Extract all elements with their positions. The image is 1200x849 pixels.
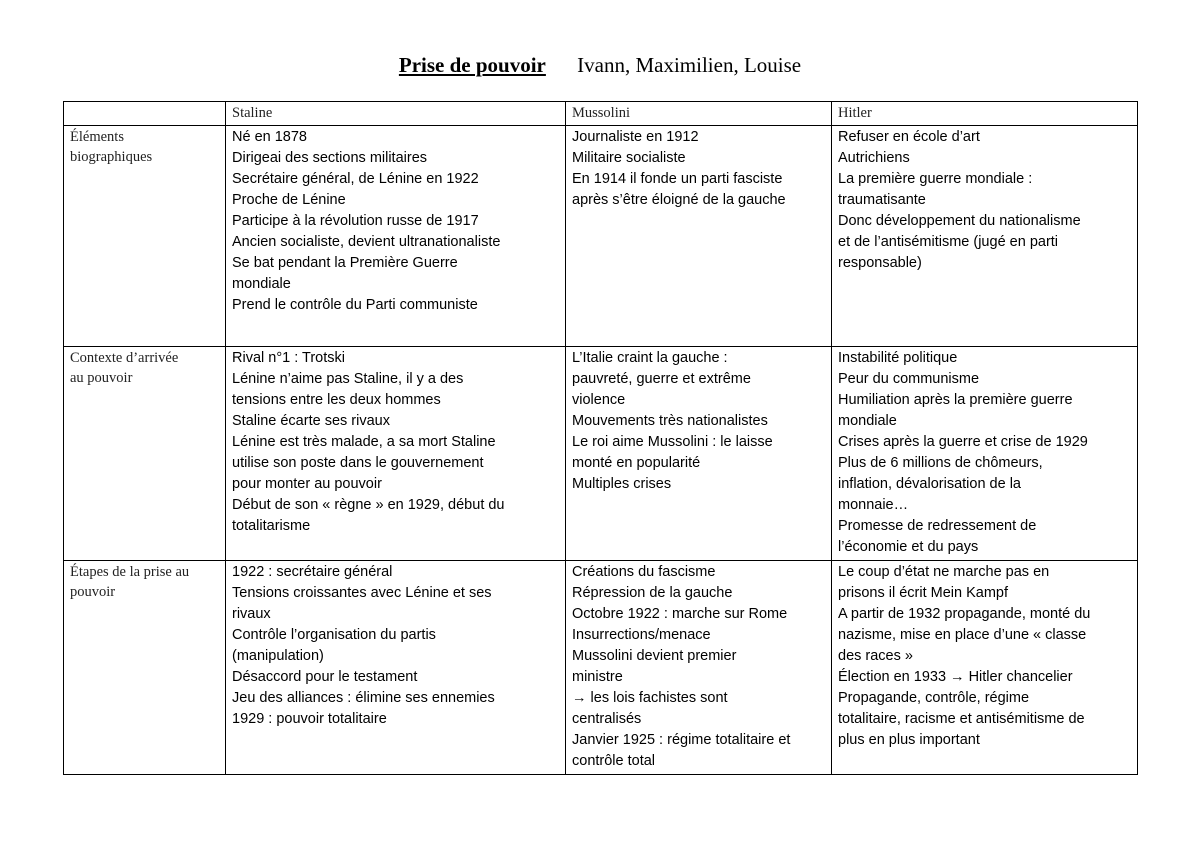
cell-text-line: Lénine est très malade, a sa mort Staline: [232, 434, 496, 450]
cell-text-line: Mouvements très nationalistes: [572, 413, 768, 429]
cell-text-line: Prend le contrôle du Parti communiste: [232, 297, 478, 313]
cell-text-line: pour monter au pouvoir: [232, 476, 382, 492]
cell-text-line: au pouvoir: [70, 370, 133, 386]
cell-text-line: des races »: [838, 648, 913, 664]
cell-text-line: ministre: [572, 669, 623, 685]
cell-text-line: Octobre 1922 : marche sur Rome: [572, 606, 788, 622]
cell-text-line: totalitarisme: [232, 518, 311, 534]
cell-text-line: Journaliste en 1912: [572, 129, 699, 145]
cell-text-line: monnaie…: [838, 497, 909, 513]
cell-text-line: La première guerre mondiale :: [838, 171, 1033, 187]
table-row-etapes: [64, 561, 1138, 775]
header-cell-staline: Staline: [226, 102, 566, 126]
mussolini-cell: [566, 561, 832, 775]
cell-text-line: Tensions croissantes avec Lénine et ses: [232, 585, 492, 601]
cell-text-line: Contexte d’arrivée: [70, 350, 179, 366]
cell-text-line: Donc développement du nationalisme: [838, 213, 1081, 229]
cell-text-line: traumatisante: [838, 192, 926, 208]
cell-text-line: utilise son poste dans le gouvernement: [232, 455, 484, 471]
cell-text-line: Crises après la guerre et crise de 1929: [838, 434, 1088, 450]
cell-text-line: Instabilité politique: [838, 350, 958, 366]
cell-text-line: Autrichiens: [838, 150, 910, 166]
cell-text-line: nazisme, mise en place d’une « classe: [838, 627, 1087, 643]
cell-text-line: monté en popularité: [572, 455, 701, 471]
cell-text-line: inflation, dévalorisation de la: [838, 476, 1021, 492]
cell-text-line: Rival n°1 : Trotski: [232, 350, 345, 366]
cell-text-line: (manipulation): [232, 648, 324, 664]
document-title: Prise de pouvoir: [398, 53, 546, 77]
staline-cell: [226, 347, 566, 561]
cell-text-line: Secrétaire général, de Lénine en 1922: [232, 171, 479, 187]
mussolini-cell: [566, 126, 832, 347]
cell-text-line: et de l’antisémitisme (jugé en parti: [838, 234, 1059, 250]
hitler-cell: [832, 347, 1138, 561]
cell-text-line: Propagande, contrôle, régime: [838, 690, 1030, 706]
document-authors: Ivann, Maximilien, Louise: [577, 53, 802, 77]
cell-text-line: Le coup d’état ne marche pas en: [838, 564, 1050, 580]
cell-text-line: prisons il écrit Mein Kampf: [838, 585, 1009, 601]
cell-text-line: biographiques: [70, 149, 153, 165]
cell-text-line: Promesse de redressement de: [838, 518, 1037, 534]
row-label-cell: [64, 126, 226, 347]
cell-text-line: 1929 : pouvoir totalitaire: [232, 711, 387, 727]
cell-text-line: Staline écarte ses rivaux: [232, 413, 390, 429]
cell-text-line: L’Italie craint la gauche :: [572, 350, 728, 366]
cell-text-line: Lénine n’aime pas Staline, il y a des: [232, 371, 464, 387]
cell-text-line: → les lois fachistes sont: [572, 690, 728, 706]
cell-text-line: Insurrections/menace: [572, 627, 711, 643]
cell-text-line: Plus de 6 millions de chômeurs,: [838, 455, 1043, 471]
header-cell-hitler: Hitler: [832, 102, 1138, 126]
table-header-row: [64, 102, 1138, 126]
cell-text-line: Ancien socialiste, devient ultranationaliste: [232, 234, 501, 250]
cell-text-line: plus en plus important: [838, 732, 980, 748]
cell-text-line: totalitaire, racisme et antisémitisme de: [838, 711, 1085, 727]
cell-text-line: Éléments: [70, 129, 124, 145]
cell-text-line: Proche de Lénine: [232, 192, 346, 208]
cell-text-line: Répression de la gauche: [572, 585, 733, 601]
cell-text-line: l’économie et du pays: [838, 539, 979, 555]
cell-text-line: Janvier 1925 : régime totalitaire et: [572, 732, 791, 748]
cell-text-line: Peur du communisme: [838, 371, 980, 387]
cell-text-line: pauvreté, guerre et extrême: [572, 371, 751, 387]
cell-text-line: Né en 1878: [232, 129, 307, 145]
cell-text-line: A partir de 1932 propagande, monté du: [838, 606, 1091, 622]
cell-text-line: centralisés: [572, 711, 642, 727]
cell-text-line: Désaccord pour le testament: [232, 669, 418, 685]
table-row-contexte: [64, 347, 1138, 561]
cell-text-line: Refuser en école d’art: [838, 129, 980, 145]
header-cell-mussolini: Mussolini: [566, 102, 832, 126]
cell-text-line: Se bat pendant la Première Guerre: [232, 255, 458, 271]
cell-text-line: contrôle total: [572, 753, 656, 769]
cell-text-line: Jeu des alliances : élimine ses ennemies: [232, 690, 495, 706]
cell-text-line: pouvoir: [70, 584, 116, 600]
cell-text-line: Étapes de la prise au: [70, 564, 190, 580]
cell-text-line: Humiliation après la première guerre: [838, 392, 1073, 408]
cell-text-line: Militaire socialiste: [572, 150, 686, 166]
page-title: [0, 52, 1200, 78]
cell-text-line: mondiale: [838, 413, 897, 429]
table-row-biographie: [64, 126, 1138, 347]
header-cell-empty: [64, 102, 226, 126]
cell-text-line: violence: [572, 392, 626, 408]
mussolini-cell: [566, 347, 832, 561]
staline-cell: [226, 561, 566, 775]
cell-text-line: rivaux: [232, 606, 271, 622]
cell-text-line: après s’être éloigné de la gauche: [572, 192, 786, 208]
cell-text-line: 1922 : secrétaire général: [232, 564, 393, 580]
cell-text-line: En 1914 il fonde un parti fasciste: [572, 171, 783, 187]
cell-text-line: tensions entre les deux hommes: [232, 392, 441, 408]
hitler-cell: [832, 126, 1138, 347]
cell-text-line: Élection en 1933 → Hitler chancelier: [838, 669, 1073, 685]
comparison-table: [63, 101, 1138, 775]
cell-text-line: Participe à la révolution russe de 1917: [232, 213, 479, 229]
row-label-cell: [64, 347, 226, 561]
cell-text-line: Contrôle l’organisation du partis: [232, 627, 436, 643]
cell-text-line: Le roi aime Mussolini : le laisse: [572, 434, 773, 450]
cell-text-line: Mussolini devient premier: [572, 648, 737, 664]
cell-text-line: Dirigeai des sections militaires: [232, 150, 428, 166]
cell-text-line: Début de son « règne » en 1929, début du: [232, 497, 505, 513]
cell-text-line: Créations du fascisme: [572, 564, 716, 580]
hitler-cell: [832, 561, 1138, 775]
cell-text-line: responsable): [838, 255, 922, 271]
cell-text-line: Multiples crises: [572, 476, 672, 492]
staline-cell: [226, 126, 566, 347]
cell-text-line: mondiale: [232, 276, 291, 292]
row-label-cell: [64, 561, 226, 775]
